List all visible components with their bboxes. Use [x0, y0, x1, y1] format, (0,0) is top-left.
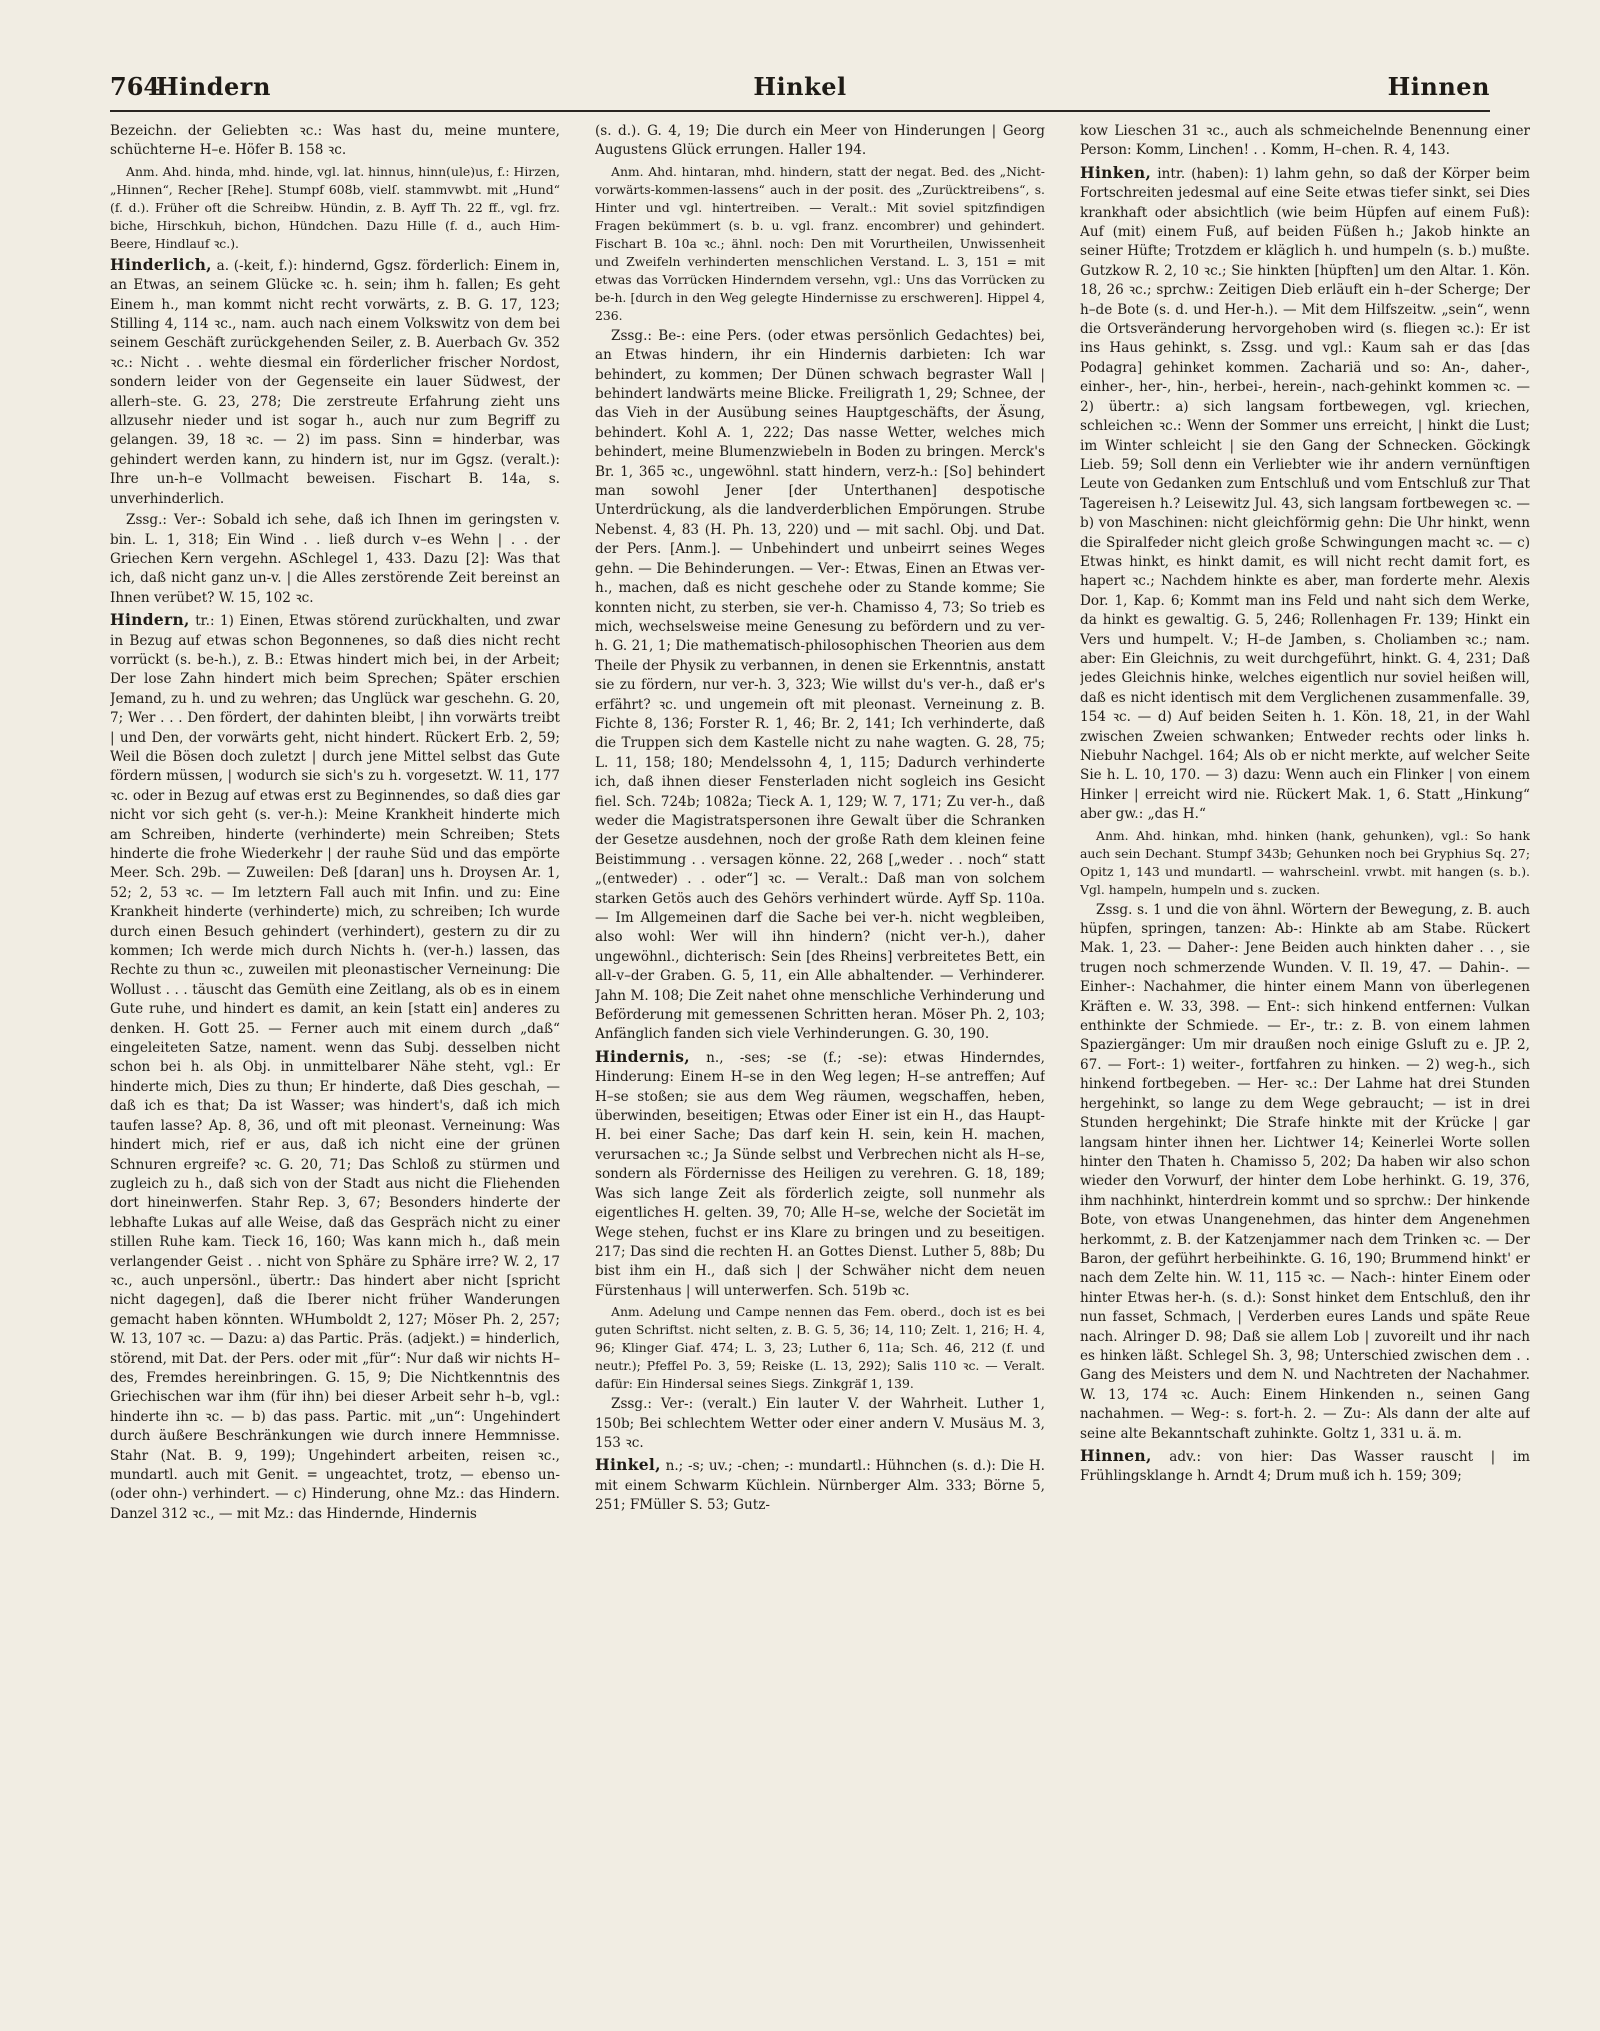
- etymology-note: Anm. Ahd. hinda, mhd. hinde, vgl. lat. hinnus, hinn(ule)us, f.: Hirzen, „Hinnen“, Recher [Rehe]. Stumpf 608b, vielſ. stammvwbt. mit „Hund“ (f. d.). Früher oft die Schreibw. Hündin, z. B. Ayff Th. 22 ff., vgl. frz. biche, Hirschkuh, bichon, Hündchen. Dazu Hille (f. d., auch Him-Beere, Hindlauf ꝛc.).: [110, 163, 560, 251]
- entry-headword: Hinnen,: [1080, 1446, 1152, 1465]
- dictionary-entry: [110, 610, 560, 1524]
- continued-text: Bezeichn. der Geliebten ꝛc.: Was hast du, meine muntere, schüchterne H–e. Höfer B. 158 ꝛc.: [110, 123, 560, 159]
- continued-text: kow Lieschen 31 ꝛc., auch als schmeichelnde Benennung einer Person: Komm, Linchen! . . Komm, H–chen. R. 4, 143.: [1080, 123, 1530, 159]
- dictionary-entry: [1080, 1446, 1530, 1487]
- page-header: [110, 72, 1490, 112]
- entry-headword: Hinken,: [1080, 162, 1152, 182]
- entry-headword: Hinderlich,: [110, 254, 212, 274]
- dictionary-entry: [595, 1455, 1045, 1515]
- dictionary-entry: [1080, 163, 1530, 825]
- running-head-right: Hinnen: [1387, 72, 1490, 101]
- etymology-note: Anm. Adelung und Campe nennen das Fem. oberd., doch ist es bei guten Schriftst. nicht selten, z. B. G. 5, 36; 14, 110; Zelt. 1, 216; H. 4, 96; Klinger Giaf. 474; L. 3, 23; Luther 6, 11a; Sch. 46, 212 (f. und neutr.); Pfeffel Po. 3, 59; Reiske (L. 13, 292); Salis 110 ꝛc. — Veralt. dafür: Ein Hindersal seines Siegs. Zinkgräf 1, 139.: [595, 1304, 1045, 1392]
- entry-headword: Hinkel,: [595, 1455, 661, 1475]
- header-rule: [110, 110, 1490, 112]
- dictionary-entry: [595, 1047, 1045, 1301]
- column-3: [1080, 122, 1530, 2002]
- running-head-center: Hinkel: [753, 72, 847, 101]
- entry-body: n.; -s; uv.; -chen; -: mundartl.: Hühnchen (s. d.): Die H. mit einem Schwarm Küchlein. Nürnberger Alm. 333; Börne 5, 251; FMüller S. 53; Gutz-: [595, 1458, 1045, 1514]
- entry-body: intr. (haben): 1) lahm gehn, so daß der Körper beim Fortschreiten jedesmal auf eine Seite etwas tiefer sinkt, sei Dies krankhaft oder absichtlich (wie beim Hüpfen auf einem Fuß): Auf (mit) einem Fuß, auf beiden Füßen h.; Jakob hinkte an seiner Hüfte; Trotzdem er kläglich h. und humpeln (s. b.) mußte. Gutzkow R. 2, 10 ꝛc.; Sie hinkten [hüpften] um den Altar. 1. Kön. 18, 26 ꝛc.; sprchw.: Zeitigen Dieb erläuft ein h–der Scherge; Der h–de Bote (s. d. und Her-h.). — Mit dem Hilfszeitw. „sein“, wenn die Ortsveränderung hervorgehoben wird (s. fliegen ꝛc.): Er ist ins Haus gehinkt, s. Zssg. und vgl.: Kaum sah er das [das Podagra] gehinket kommen. Zachariä und so: An-, daher-, einher-, her-, hin-, herbei-, herein-, nach-gehinkt kommen ꝛc. — 2) übertr.: a) sich langsam fortbewegen, vgl. kriechen, schleichen ꝛc.: Wenn der Sommer uns erreicht, | hinkt die Lust; im Winter schleicht | sie den Gang der Schnecken. Göckingk Lieb. 59; Soll denn ein Verliebter wie ihr andern vernünftigen Leute von Gedanken zum Entschluß und vom Entschluß zur That Tagereisen h.? Leisewitz Jul. 43, sich langsam fortbewegen ꝛc. — b) von Maschinen: nicht gleichförmig gehn: Die Uhr hinkt, wenn die Spiralfeder nicht gleich große Schwingungen macht ꝛc. — c) Etwas hinkt, es hinkt damit, es will nicht recht damit fort, es hapert ꝛc.; Nachdem hinkte es aber, man forderte mehr. Alexis Dor. 1, Kap. 6; Kommt man ins Feld und naht sich dem Werke, da hinkt es gewaltig. G. 5, 246; Rollenhagen Fr. 139; Hinkt ein Vers und humpelt. V.; H–de Jamben, s. Choliamben ꝛc.; nam. aber: Ein Gleichnis, zu weit durchgeführt, hinkt. G. 4, 231; Daß jedes Gleichnis hinke, welches eigentlich nur soviel heißen will, daß es nicht identisch mit dem Verglichenen zusammenfalle. 39, 154 ꝛc. — d) Auf beiden Seiten h. 1. Kön. 18, 21, in der Wahl zwischen Zweien schwanken; Entweder rechts oder links h. Niebuhr Nachgel. 164; Als ob er nicht merkte, auf welcher Seite Sie h. L. 10, 170. — 3) dazu: Wenn auch ein Flinker | von einem Hinker | erreicht wird nie. Rückert Mak. 1, 6. Statt „Hinkung“ aber gw.: „das H.“: [1080, 165, 1530, 823]
- column-2: [595, 122, 1045, 2002]
- entry-body: a. (-keit, f.): hindernd, Ggsz. förderlich: Einem in, an Etwas, an seinem Glücke ꝛc. h. sein; ihm h. fallen; Es geht Einem h., man kommt nicht recht vorwärts, z. B. G. 17, 123; Stilling 4, 114 ꝛc., nam. auch nach einem Volkswitz von dem bei seinem Geschäft zurückgehenden Seiler, z. B. Auerbach Gv. 352 ꝛc.: Nicht . . wehte diesmal ein förderlicher frischer Nordost, sondern leider von der Gegenseite ein lauer Südwest, der allerh–ste. G. 23, 278; Die zerstreute Erfahrung zieht uns allzusehr nieder und ist sogar h., auch nur zum Begriff zu gelangen. 39, 18 ꝛc. — 2) im pass. Sinn = hinderbar, was gehindert werden kann, zu hindern ist, nur im Ggsz. (veralt.): Ihre un-h–e Vollmacht beweisen. Fischart B. 14a, s. unverhinderlich.: [110, 257, 560, 507]
- entry-body: n., -ses; -se (f.; -se): etwas Hinderndes, Hinderung: Einem H–se in den Weg legen; H–se antreffen; Auf H–se stoßen; sie aus dem Weg räumen, wegschaffen, heben, überwinden, beseitigen; Etwas oder Einer ist ein H., das Haupt-H. bei einer Sache; Das darf kein H. sein, kein H. machen, verursachen ꝛc.; Ja Sünde selbst und Verbrechen nicht als H–se, sondern als Fördernisse des Heiligen zu verehren. G. 18, 189; Was sich lange Zeit als förderlich zeigte, soll nunmehr als eigentliches H. gelten. 39, 70; Alle H–se, welche der Societät im Wege stehen, fuchst er ins Klare zu bringen und zu beseitigen. 217; Das sind die rechten H. an Gottes Dienst. Luther 5, 88b; Du bist ihm ein H., daß sich | der Schwäher nicht dem neuen Fürstenhaus | will unterwerfen. Sch. 519b ꝛc.: [595, 1049, 1045, 1299]
- page-number: 764: [110, 72, 161, 101]
- etymology-note: Anm. Ahd. hintaran, mhd. hindern, statt der negat. Bed. des „Nicht-vorwärts-kommen-lassens“ auch in der posit. des „Zurücktreibens“, s. Hinter und vgl. hintertreiben. — Veralt.: Mit soviel spitzfindigen Fragen bekümmert (s. b. u. vgl. franz. encombrer) und gehindert. Fischart B. 10a ꝛc.; ähnl. noch: Den mit Vorurtheilen, Unwissenheit und Zweifeln verhinderten menschlichen Verstand. L. 3, 151 = mit etwas das Vorrücken Hinderndem versehn, vgl.: Uns das Vorrücken zu be-h. [durch in den Weg gelegte Hindernisse zu erschweren]. Hippel 4, 236.: [595, 163, 1045, 323]
- column-1: [110, 122, 560, 2002]
- entry-headword: Hindernis,: [595, 1046, 690, 1066]
- compound-section: Zssg.: Ver-: Sobald ich sehe, daß ich Ihnen im geringsten v. bin. L. 1, 318; Ein Wind . . ließ durch v–es Wehn | . . der Griechen Kern vergehn. ASchlegel 1, 433. Dazu [2]: Was that ich, daß nicht ganz un-v. | die Alles zerstörende Zeit bereinst an Ihnen verübet? W. 15, 102 ꝛc.: [110, 512, 560, 606]
- compound-section: Zssg.: Ver-: (veralt.) Ein lauter V. der Wahrheit. Luther 1, 150b; Bei schlechtem Wetter oder einer andern V. Musäus M. 3, 153 ꝛc.: [595, 1396, 1045, 1451]
- compound-section: Zssg.: Be-: eine Pers. (oder etwas persönlich Gedachtes) bei, an Etwas hindern, ihr ein Hindernis darbieten: Ich war behindert, zu kommen; Der Dünen schwach begraster Wall | behindert landwärts meine Blicke. Freiligrath 1, 29; Schnee, der das Vieh in der Ausübung seines Hauptgeschäfts, der Äsung, behindert. Kohl A. 1, 222; Das nasse Wetter, welches mich behindert, meine Blumenzwiebeln in Boden zu bringen. Merck's Br. 1, 365 ꝛc., ungewöhnl. statt hindern, verz-h.: [So] behindert man sowohl Jener [der Unterthanen] despotische Unterdrückung, als die landverderblichen Empörungen. Strube Nebenst. 4, 83 (H. Ph. 13, 220) und — mit sachl. Obj. und Dat. der Pers. [Anm.]. — Unbehindert und unbeirrt seines Weges gehn. — Die Behinderungen. — Ver-: Etwas, Einen an Etwas ver-h., machen, daß es nicht geschehe oder zu Stande komme; Sie konnten nicht, zu sterben, sie ver-h. Chamisso 4, 73; So trieb es mich, wechselsweise meine Genesung zu befördern und zu ver-h. G. 21, 1; Die mathematisch-philosophischen Theorien aus dem Theile der Physik zu verbannen, in denen sie Erkenntnis, anstatt sie zu fördern, nur ver-h. 3, 323; Wie willst du's ver-h., daß er's erfährt? ꝛc. und ungemein oft mit pleonast. Verneinung z. B. Fichte 8, 136; Forster R. 1, 46; Br. 2, 141; Ich verhinderte, daß die Truppen sich dem Kastelle nicht zu nahe wagten. G. 28, 75; L. 11, 158; 180; Mendelssohn 4, 1, 115; Dadurch verhinderte ich, daß ihnen dieser Fensterladen nicht sogleich ins Gesicht fiel. Sch. 724b; 1082a; Tieck A. 1, 129; W. 7, 171; Zu ver-h., daß weder die Magistratspersonen ihre Gewalt über die Schranken der Gesetze ausdehnen, noch der große Rath dem kleinen feine Beistimmung . . versagen könne. 22, 268 [„weder . . noch“ statt „(entweder) . . oder“] ꝛc. — Veralt.: Daß man von solchem starken Getös auch des Gehörs verhindert würde. Ayff Sp. 110a. — Im Allgemeinen darf die Sache bei ver-h. nicht wegbleiben, also wohl: Wer will ihn hindern? (nicht ver-h.), daher ungewöhnl., dichterisch: Sein [des Rheins] verbreitetes Bett, ein all-v–der Graben. G. 5, 11, ein Alle abhaltender. — Verhinderer. Jahn M. 108; Die Zeit nahet ohne menschliche Verhinderung und Beförderung mit gemessenen Schritten heran. Möser Ph. 2, 103; Anfänglich fanden sich viele Verhinderungen. G. 30, 190.: [595, 327, 1045, 1043]
- entry-body: adv.: von hier: Das Wasser rauscht | im Frühlingsklange h. Arndt 4; Drum muß ich h. 159; 309;: [1080, 1449, 1530, 1485]
- dictionary-entry: [110, 255, 560, 509]
- etymology-note: Anm. Ahd. hinkan, mhd. hinken (hank, gehunken), vgl.: So hank auch sein Dechant. Stumpf 343b; Gehunken noch bei Gryphius Sq. 27; Opitz 1, 143 und mundartl. — wahrscheinl. vrwbt. mit hangen (s. b.). Vgl. hampeln, humpeln und s. zucken.: [1080, 827, 1530, 897]
- entry-body: tr.: 1) Einen, Etwas störend zurückhalten, und zwar in Bezug auf etwas schon Begonnenes, so daß dies nicht recht vorrückt (s. be-h.), z. B.: Etwas hindert mich bei, in der Arbeit; Der lose Zahn hindert mich beim Sprechen; Später erschien Jemand, zu h. und zu wehren; das Unglück war geschehn. G. 20, 7; Wer . . . Den fördert, der dahinten bleibt, | ihn vorwärts treibt | und Den, der vorwärts geht, nicht hindert. Rückert Erb. 2, 59; Weil die Bösen doch zuletzt | durch jene Mittel selbst das Gute fördern müssen, | wodurch sie sich's zu h. vorgesetzt. W. 11, 177 ꝛc. oder in Bezug auf etwas erst zu Beginnendes, so daß dies gar nicht vor sich geht (s. ver-h.): Meine Krankheit hinderte mich am Schreiben, hinderte (verhinderte) mein Schreiben; Stets hinderte die frohe Wiederkehr | der rauhe Süd und das empörte Meer. Sch. 29b. — Zuweilen: Deß [daran] uns h. Droysen Ar. 1, 52; 2, 53 ꝛc. — Im letztern Fall auch mit Infin. und zu: Eine Krankheit hinderte (verhinderte) mich, zu schreiben; Ich wurde durch einen Besuch gehindert (verhindert), gestern zu dir zu kommen; Ich werde mich durch Nichts h. (ver-h.) lassen, das Rechte zu thun ꝛc., zuweilen mit pleonastischer Verneinung: Die Wollust . . . täuscht das Gemüth eine Zeitlang, als ob es in einem Gute ruhe, und hindert es damit, an kein [statt ein] anderes zu denken. H. Gott 25. — Ferner auch mit einem durch „daß“ eingeleiteten Satze, nament. wenn das Subj. desselben nicht schon bei h. als Obj. in unmittelbarer Nähe steht, vgl.: Er hinderte mich, Dies zu thun; Er hinderte, daß Dies geschah, — daß ich es that; Da ist Wasser; was hindert's, daß ich mich taufen lasse? Ap. 8, 36, und oft mit pleonast. Verneinung: Was hindert mich, rief er aus, daß ich nicht eine der grünen Schnuren ergreife? ꝛc. G. 20, 71; Das Schloß zu stürmen und zugleich zu h., daß sich von der Stadt aus nicht die Fliehenden dort hineinwerfen. Stahr Rep. 3, 67; Besonders hinderte der lebhafte Lukas auf alle Weise, daß das Gespräch nicht zu einer stillen Ruhe kam. Tieck 16, 160; Was kann mich h., daß mein verlangender Geist . . nicht von Sphäre zu Sphäre irre? W. 2, 17 ꝛc., auch unpersönl., übertr.: Das hindert aber nicht [spricht nicht dagegen], daß die Iberer nicht früher Wanderungen gemacht haben könnten. WHumboldt 2, 127; Möser Ph. 2, 257; W. 13, 107 ꝛc. — Dazu: a) das Partic. Präs. (adjekt.) = hinderlich, störend, mit Dat. der Pers. oder mit „für“: Nur daß wir nichts H–des, Fremdes hereinbringen. G. 15, 9; Die Nichtkenntnis des Griechischen war ihm (für ihn) bei dieser Arbeit sehr h–b, vgl.: hinderte ihn ꝛc. — b) das pass. Partic. mit „un“: Ungehindert durch äußere Beschränkungen wie durch innere Hemmnisse. Stahr (Nat. B. 9, 199); Ungehindert arbeiten, reisen ꝛc., mundartl. auch mit Genit. = ungeachtet, trotz, — ebenso un- (oder ohn-) verhindert. — c) Hinderung, ohne Mz.: das Hindern. Danzel 312 ꝛc., — mit Mz.: das Hindernde, Hindernis: [110, 613, 560, 1522]
- compound-section: Zssg. s. 1 und die von ähnl. Wörtern der Bewegung, z. B. auch hüpfen, springen, tanzen: Ab-: Hinkte ab am Stabe. Rückert Mak. 1, 23. — Daher-: Jene Beiden auch hinkten daher . . , sie trugen noch schmerzende Wunden. V. Il. 19, 47. — Dahin-. — Einher-: Nachahmer, die hinter einem Mann von überlegenen Kräften e. W. 33, 398. — Ent-: sich hinkend entfernen: Vulkan enthinkte der Schmiede. — Er-, tr.: z. B. von einem lahmen Spaziergänger: Um mir draußen noch einige Gsluft zu e. JP. 2, 67. — Fort-: 1) weiter-, fortfahren zu hinken. — 2) weg-h., sich hinkend fortbegeben. — Her- ꝛc.: Der Lahme hat drei Stunden hergehinkt, so lange zu dem Wege gebraucht; — ist in drei Stunden hergehinkt; Die Strafe hinkte mit der Krücke | gar langsam hinter ihnen her. Lichtwer 14; Keinerlei Worte sollen hinter den Thaten h. Chamisso 5, 202; Da haben wir also schon wieder den Vorwurf, der hinter dem Lobe herhinkt. G. 19, 376, ihm nachhinkt, hinterdrein kommt und so sprchw.: Der hinkende Bote, von etwas Unangenehmen, das hinter dem Angenehmen herkommt, z. B. der Katzenjammer nach dem Trinken ꝛc. — Der Baron, der geführt herbeihinkte. G. 16, 190; Brummend hinkt' er nach dem Zelte hin. W. 11, 115 ꝛc. — Nach-: hinter Einem oder hinter Etwas her-h. (s. d.): Sonst hinket dem Entschluß, den ihr nun fasset, Schmach, | Verderben eures Lands und späte Reue nach. Alringer D. 98; Daß sie allem Lob | zuvoreilt und ihr nach es hinken läßt. Schlegel Sh. 3, 98; Unterschied zwischen dem . . Gang des Meisters und dem N. und Nachtreten der Nachahmer. W. 13, 174 ꝛc. Auch: Einem Hinkenden n., seinen Gang nachahmen. — Weg-: s. fort-h. 2. — Zu-: Als dann der alte auf seine alte Bekanntschaft zuhinkte. Goltz 1, 331 u. ä. m.: [1080, 901, 1530, 1442]
- entry-headword: Hindern,: [110, 610, 190, 630]
- running-head-left: Hindern: [156, 72, 271, 101]
- continued-text: (s. d.). G. 4, 19; Die durch ein Meer von Hinderungen | Georg Augustens Glück errungen. Haller 194.: [595, 123, 1045, 159]
